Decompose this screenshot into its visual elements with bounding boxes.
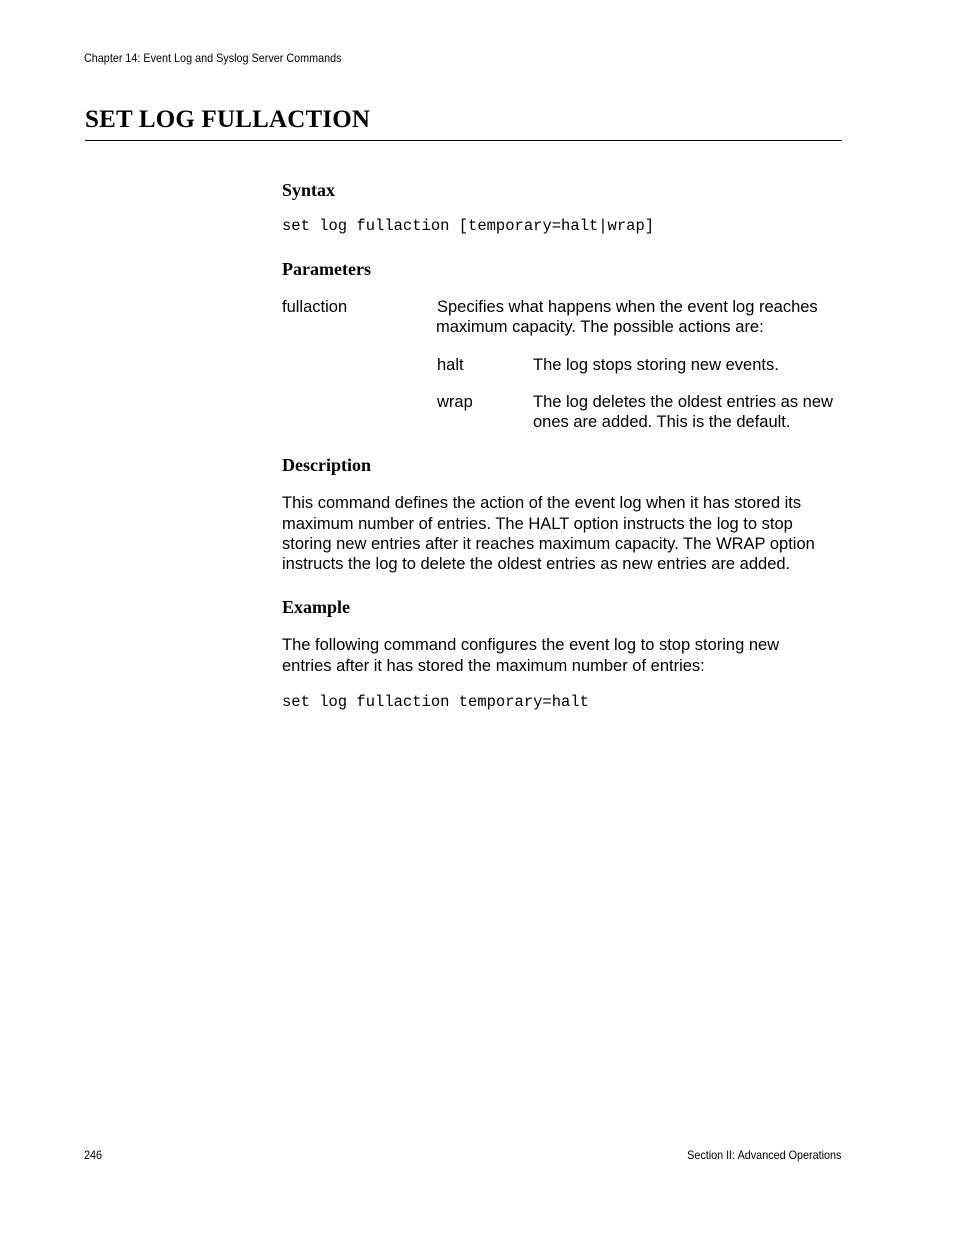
title-divider (85, 140, 842, 141)
description-line: instructs the log to delete the oldest entries as new entries are added. (282, 555, 791, 573)
description-line: This command defines the action of the event log when it has stored its (282, 494, 802, 512)
parameter-description-line: maximum capacity. The possible actions are: (436, 318, 764, 336)
description-heading: Description (282, 455, 371, 475)
syntax-heading: Syntax (282, 180, 336, 200)
syntax-command: set log fullaction [temporary=halt|wrap] (282, 217, 655, 235)
option-description-wrap: The log deletes the oldest entries as new (533, 393, 833, 411)
option-name-wrap: wrap (437, 393, 473, 411)
example-text-line: The following command configures the event log to stop storing new (282, 636, 780, 654)
parameters-heading: Parameters (282, 259, 371, 279)
description-line: storing new entries after it reaches maximum capacity. The WRAP option (282, 535, 815, 553)
footer-section: Section II: Advanced Operations (686, 1148, 841, 1162)
description-line: maximum number of entries. The HALT option instructs the log to stop (282, 515, 793, 533)
parameter-description-line: Specifies what happens when the event log reaches (437, 298, 818, 316)
option-description-wrap: ones are added. This is the default. (533, 413, 791, 431)
running-header: Chapter 14: Event Log and Syslog Server Commands (84, 51, 342, 65)
example-heading: Example (282, 597, 351, 617)
option-name-halt: halt (437, 356, 464, 374)
page-number: 246 (84, 1148, 103, 1162)
parameter-name: fullaction (282, 298, 348, 316)
option-description-halt: The log stops storing new events. (533, 356, 779, 374)
example-command: set log fullaction temporary=halt (282, 693, 589, 711)
page-title: SET LOG FULLACTION (85, 106, 371, 133)
example-text-line: entries after it has stored the maximum number of entries: (282, 657, 705, 675)
